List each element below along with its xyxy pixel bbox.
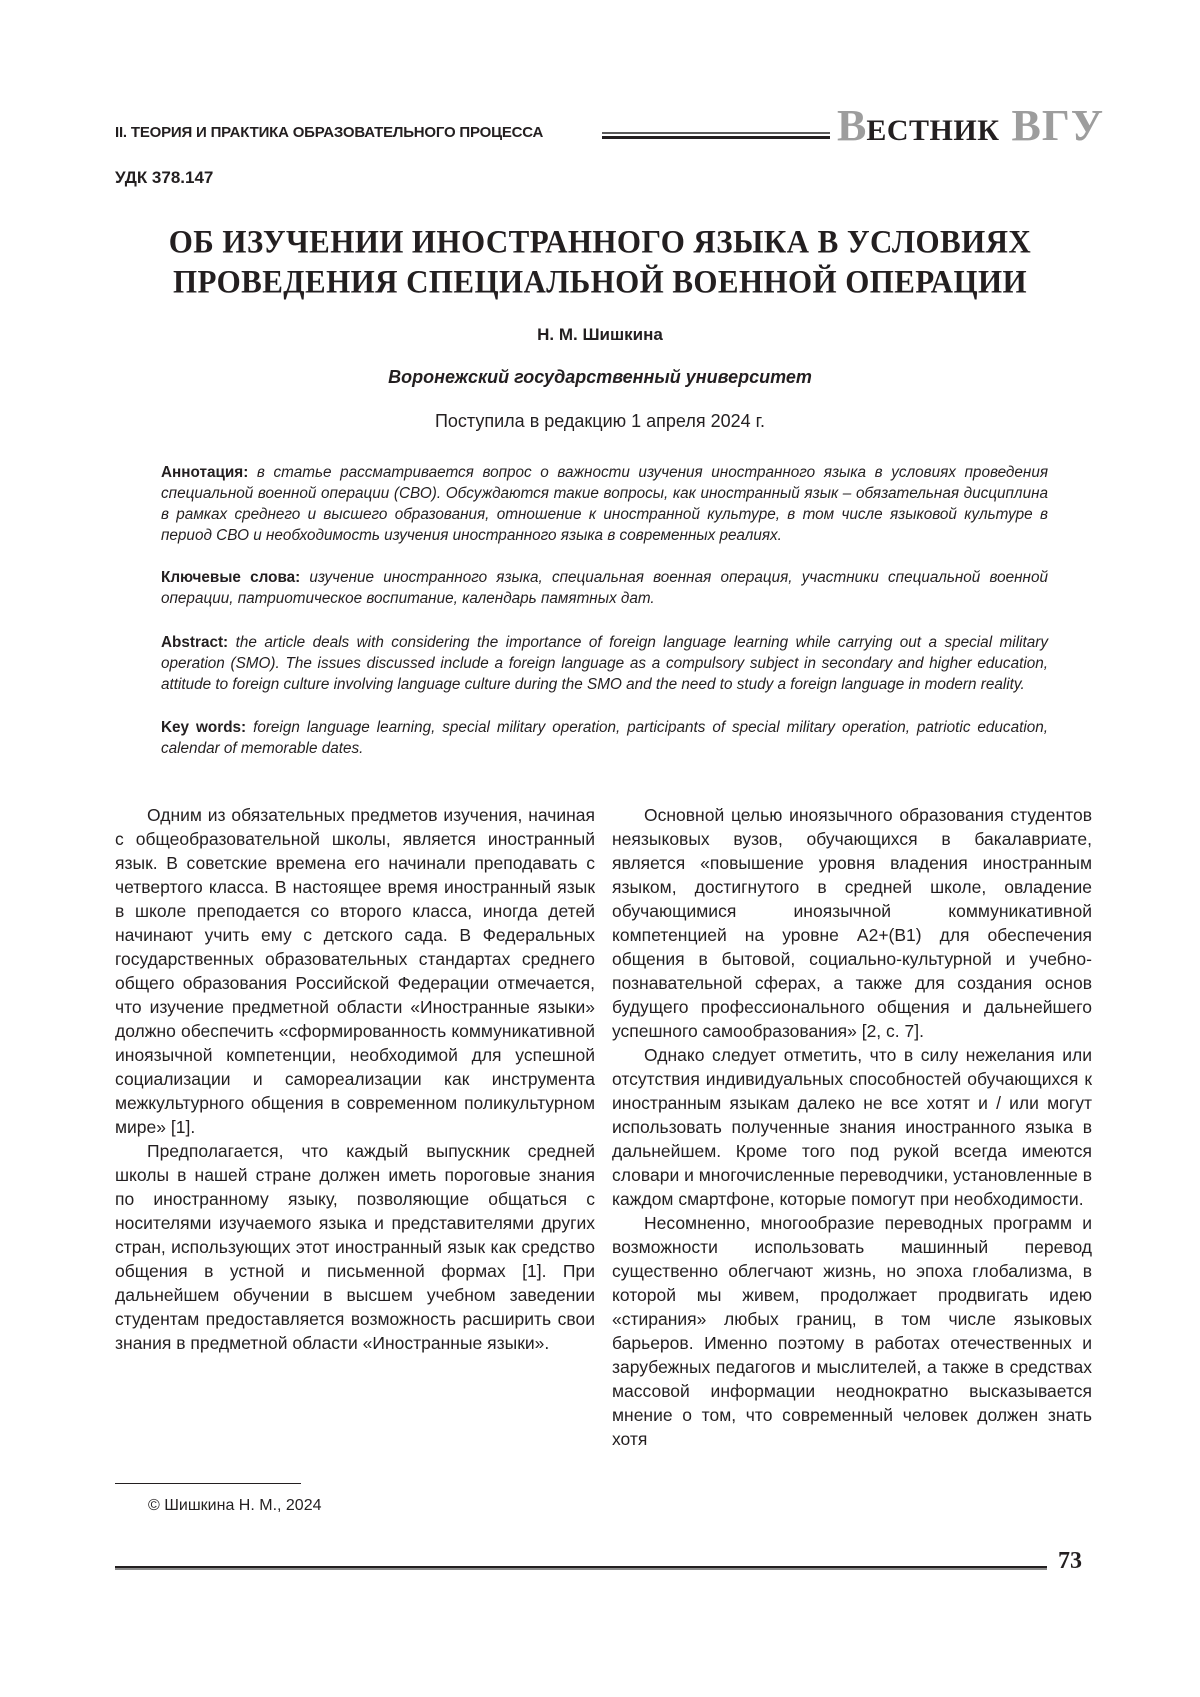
keywords-ru-label: Ключевые слова: bbox=[161, 569, 301, 586]
annotation-ru bbox=[161, 462, 1048, 546]
footnote-separator bbox=[115, 1483, 301, 1484]
keywords-en-text: foreign language learning, special military operation, participants of special military operation, patriotic education, calendar of memorable dates. bbox=[161, 719, 1049, 757]
title-line-1: ОБ ИЗУЧЕНИИ ИНОСТРАННОГО ЯЗЫКА В УСЛОВИЯХ bbox=[168, 223, 1032, 260]
abstract-en-text: the article deals with considering the importance of foreign language learning while carrying out a special military operation (SMO). The issues discussed include a foreign language as a compulsory subject in secondary and higher education, attitude to foreign culture involving language culture during the SMO and the need to study a foreign language in modern reality. bbox=[161, 634, 1048, 693]
author-name: Н. М. Шишкина bbox=[537, 325, 663, 344]
abstract-en bbox=[161, 632, 1048, 695]
page-number: 73 bbox=[1058, 1548, 1082, 1574]
keywords-en-label: Key words: bbox=[161, 719, 247, 736]
section-label: II. ТЕОРИЯ И ПРАКТИКА ОБРАЗОВАТЕЛЬНОГО ПРОЦЕССА bbox=[115, 124, 544, 141]
header-rule-thick bbox=[602, 136, 830, 139]
header-double-rule bbox=[602, 132, 830, 140]
udc-code: УДК 378.147 bbox=[115, 168, 214, 187]
journal-logo-abbr: ВГУ bbox=[1011, 101, 1105, 150]
keywords-en bbox=[161, 717, 1048, 759]
body-paragraph: Одним из обязательных предметов изучения, начиная с общеобразовательной школы, является иностранный язык. В советские времена его начинали преподавать с четвертого класса. В настоящее время иностранный язык в школе преподается со второго класса, иногда детей начинают учить ему с детского сада. В Федеральных государственных образовательных стандартах среднего общего образования Российской Федерации отмечается, что изучение предметной области «Иностранные языки» должно обеспечить «сформированность коммуникативной иноязычной компетенции, необходимой для успешной социализации и самореализации как инструмента межкультурного общения в современном поликультурном мире» [1]. bbox=[115, 805, 595, 1137]
received-date: Поступила в редакцию 1 апреля 2024 г. bbox=[434, 411, 765, 431]
body-paragraph: Однако следует отметить, что в силу нежелания или отсутствия индивидуальных способностей обучающихся к иностранным языкам далеко не все хотят и / или могут использовать полученные знания иностранного языка в дальнейшем. Кроме того под рукой всегда имеются словари и многочисленные переводчики, установленные в каждом смартфоне, которые помогут при необходимости. bbox=[612, 1045, 1092, 1209]
copyright-footnote: © Шишкина Н. М., 2024 bbox=[148, 1497, 322, 1514]
article-title bbox=[100, 222, 1100, 302]
author-affiliation: Воронежский государственный университет bbox=[388, 367, 812, 387]
footer-rule-gray bbox=[115, 1568, 1047, 1570]
annotation-ru-text: в статье рассматривается вопрос о важности изучения иностранного языка в условиях проведения специальной военной операции (СВО). Обсуждаются такие вопросы, как иностранный язык – обязательная дисциплина в рамках среднего и высшего образования, отношение к иностранной культуре, в том числе языковой культуре в период СВО и необходимость изучения иностранного языка в современных реалиях. bbox=[161, 464, 1048, 544]
body-paragraph: Несомненно, многообразие переводных программ и возможности использовать машинный перевод существенно облегчают жизнь, но эпоха глобализма, в которой мы живем, продолжает продвигать идею «стирания» любых границ, в том числе языковых барьеров. Именно поэтому в работах отечественных и зарубежных педагогов и мыслителей, а также в средствах массовой информации неоднократно высказывается мнение о том, что современный человек должен знать хотя bbox=[612, 1213, 1092, 1449]
body-column-right bbox=[612, 803, 1092, 1451]
abstract-en-label: Abstract: bbox=[161, 634, 229, 651]
body-column-left bbox=[115, 803, 595, 1355]
body-paragraph: Предполагается, что каждый выпускник средней школы в нашей стране должен иметь пороговые знания по иностранному языку, позволяющие общаться с носителями изучаемого языка и представителями других стран, использующих этот иностранный язык как средство общения в устной и письменной формах [1]. При дальнейшем обучении в высшем учебном заведении студентам предоставляется возможность расширить свои знания в предметной области «Иностранные языки». bbox=[115, 1141, 595, 1353]
keywords-ru bbox=[161, 567, 1048, 609]
footer-rule bbox=[115, 1566, 1047, 1570]
annotation-ru-label: Аннотация: bbox=[161, 464, 249, 481]
body-paragraph: Основной целью иноязычного образования студентов неязыковых вузов, обучающихся в бакалавриате, является «повышение уровня владения иностранным языком, достигнутого в средней школе, овладение обучающимися иноязычной коммуникативной компетенцией на уровне А2+(В1) для обеспечения общения в бытовой, социально-культурной и учебно-познавательной сферах, а также для создания основ будущего профессионального общения и дальнейшего успешного самообразования» [2, с. 7]. bbox=[612, 805, 1092, 1041]
journal-logo-initial: В bbox=[837, 101, 867, 150]
journal-logo-rest: ЕСТНИК bbox=[866, 114, 1000, 147]
keywords-ru-text: изучение иностранного языка, специальная военная операция, участники специальной военной операции, патриотическое воспитание, календарь памятных дат. bbox=[161, 569, 1048, 607]
header-rule-thin bbox=[602, 132, 830, 134]
title-line-2: ПРОВЕДЕНИЯ СПЕЦИАЛЬНОЙ ВОЕННОЙ ОПЕРАЦИИ bbox=[172, 263, 1028, 300]
journal-logo bbox=[837, 100, 1104, 151]
running-header bbox=[115, 100, 1105, 150]
